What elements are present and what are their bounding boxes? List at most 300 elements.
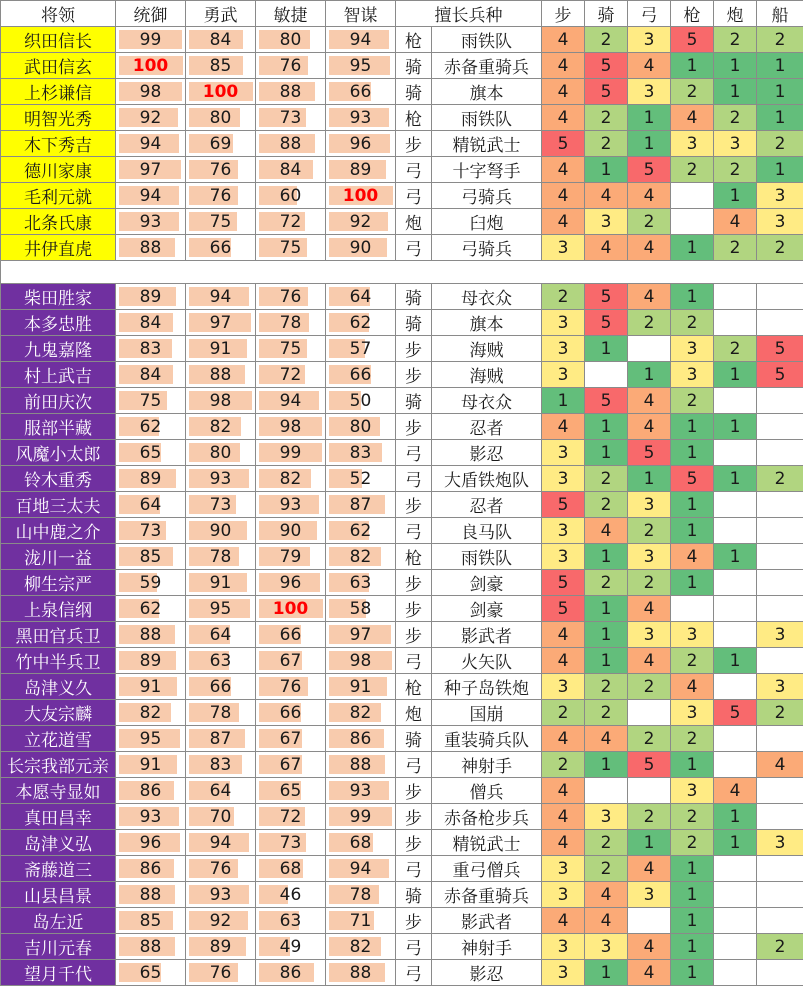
stat-command: [116, 157, 186, 183]
rating-infantry: 2: [542, 284, 585, 310]
general-row: [1, 960, 803, 986]
general-name: 斋藤道三: [1, 856, 116, 882]
rating-cannon: [714, 960, 757, 986]
stat-valor: [186, 362, 256, 388]
rating-ship: 1: [757, 53, 803, 79]
rating-cannon: [714, 284, 757, 310]
rating-spear: 1: [671, 414, 714, 440]
general-row: [1, 518, 803, 544]
stat-value: 73: [279, 832, 302, 853]
rating-bow: 1: [628, 830, 671, 856]
stat-value: 89: [349, 159, 372, 180]
rating-spear: 4: [671, 674, 714, 700]
rating-spear: 1: [671, 882, 714, 908]
stat-value: 84: [139, 364, 162, 385]
stat-command: [116, 183, 186, 209]
rating-cavalry: 1: [585, 752, 628, 778]
specialty-unit: 僧兵: [432, 778, 542, 804]
general-row: [1, 700, 803, 726]
rating-cannon: [714, 310, 757, 336]
specialty-type: 枪: [396, 674, 432, 700]
rating-infantry: 3: [542, 856, 585, 882]
rating-infantry: 3: [542, 882, 585, 908]
rating-spear: 5: [671, 27, 714, 53]
stat-wisdom: [326, 440, 396, 466]
stat-valor: [186, 53, 256, 79]
rating-spear: 2: [671, 648, 714, 674]
stat-agility: [256, 105, 326, 131]
stat-wisdom: [326, 596, 396, 622]
rating-infantry: 3: [542, 518, 585, 544]
stat-valor: [186, 388, 256, 414]
rating-cavalry: 1: [585, 336, 628, 362]
rating-ship: 1: [757, 79, 803, 105]
stat-wisdom: [326, 414, 396, 440]
stat-valor: [186, 960, 256, 986]
rating-ship: [757, 518, 803, 544]
specialty-unit: 臼炮: [432, 209, 542, 235]
rating-bow: 4: [628, 648, 671, 674]
rating-ship: [757, 960, 803, 986]
stat-value: 91: [139, 676, 162, 697]
rating-cannon: 1: [714, 414, 757, 440]
rating-spear: 1: [671, 440, 714, 466]
rating-ship: [757, 908, 803, 934]
stat-agility: [256, 131, 326, 157]
rating-ship: [757, 492, 803, 518]
rating-ship: 1: [757, 157, 803, 183]
stat-value: 75: [209, 211, 232, 232]
rating-cannon: 1: [714, 830, 757, 856]
rating-infantry: 4: [542, 209, 585, 235]
stat-wisdom: [326, 362, 396, 388]
general-row: [1, 648, 803, 674]
rating-bow: 4: [628, 388, 671, 414]
rating-cavalry: 5: [585, 310, 628, 336]
stat-wisdom: [326, 908, 396, 934]
rating-spear: 3: [671, 622, 714, 648]
specialty-type: 骑: [396, 310, 432, 336]
general-name: 毛利元就: [1, 183, 116, 209]
stat-wisdom: [326, 79, 396, 105]
rating-cavalry: 1: [585, 622, 628, 648]
rating-infantry: 3: [542, 466, 585, 492]
general-name: 铃木重秀: [1, 466, 116, 492]
stat-command: [116, 908, 186, 934]
general-name: 泷川一益: [1, 544, 116, 570]
separator-cell: [1, 261, 803, 284]
stat-value: 97: [139, 159, 162, 180]
stat-value: 58: [349, 598, 372, 619]
general-name: 北条氏康: [1, 209, 116, 235]
header-rating-infantry: 步: [542, 1, 585, 27]
specialty-unit: 神射手: [432, 752, 542, 778]
stat-value: 82: [279, 468, 302, 489]
stat-agility: [256, 726, 326, 752]
stat-agility: [256, 960, 326, 986]
specialty-type: 弓: [396, 157, 432, 183]
rating-cannon: [714, 570, 757, 596]
general-name: 明智光秀: [1, 105, 116, 131]
stat-agility: [256, 752, 326, 778]
stat-value: 82: [349, 702, 372, 723]
stat-value: 79: [279, 546, 302, 567]
specialty-type: 步: [396, 778, 432, 804]
specialty-type: 骑: [396, 53, 432, 79]
stat-value: 93: [209, 884, 232, 905]
stat-value: 89: [139, 286, 162, 307]
stat-value: 64: [139, 494, 162, 515]
general-name: 本愿寺显如: [1, 778, 116, 804]
rating-ship: 2: [757, 934, 803, 960]
rating-ship: 2: [757, 131, 803, 157]
stat-agility: [256, 882, 326, 908]
rating-ship: [757, 310, 803, 336]
general-row: [1, 596, 803, 622]
rating-cavalry: 2: [585, 700, 628, 726]
rating-infantry: 5: [542, 492, 585, 518]
rating-infantry: 4: [542, 648, 585, 674]
rating-spear: 1: [671, 492, 714, 518]
stat-value: 88: [209, 364, 232, 385]
rating-bow: 3: [628, 544, 671, 570]
rating-bow: 4: [628, 856, 671, 882]
stat-wisdom: [326, 310, 396, 336]
rating-infantry: 4: [542, 414, 585, 440]
rating-bow: 2: [628, 310, 671, 336]
specialty-type: 弓: [396, 466, 432, 492]
rating-spear: 1: [671, 960, 714, 986]
stat-agility: [256, 284, 326, 310]
rating-infantry: 4: [542, 804, 585, 830]
header-stat-command: 统御: [116, 1, 186, 27]
rating-spear: 1: [671, 284, 714, 310]
stat-value: 86: [279, 962, 302, 983]
specialty-type: 步: [396, 492, 432, 518]
stat-valor: [186, 830, 256, 856]
rating-cannon: 1: [714, 804, 757, 830]
stat-value: 73: [279, 107, 302, 128]
rating-bow: 5: [628, 440, 671, 466]
rating-ship: 2: [757, 27, 803, 53]
stat-value: 88: [279, 81, 302, 102]
rating-spear: 3: [671, 700, 714, 726]
stat-valor: [186, 414, 256, 440]
stat-value: 75: [279, 338, 302, 359]
general-name: 织田信长: [1, 27, 116, 53]
stat-agility: [256, 648, 326, 674]
rating-spear: [671, 209, 714, 235]
stat-agility: [256, 596, 326, 622]
general-name: 九鬼嘉隆: [1, 336, 116, 362]
rating-bow: 1: [628, 105, 671, 131]
stat-command: [116, 440, 186, 466]
specialty-unit: 母衣众: [432, 284, 542, 310]
stat-wisdom: [326, 131, 396, 157]
rating-bow: [628, 700, 671, 726]
stat-command: [116, 131, 186, 157]
stat-command: [116, 53, 186, 79]
stat-wisdom: [326, 209, 396, 235]
specialty-unit: 国崩: [432, 700, 542, 726]
rating-cannon: 1: [714, 466, 757, 492]
general-name: 望月千代: [1, 960, 116, 986]
rating-spear: 3: [671, 362, 714, 388]
stat-value: 94: [139, 185, 162, 206]
specialty-type: 步: [396, 908, 432, 934]
rating-ship: 3: [757, 183, 803, 209]
stat-valor: [186, 908, 256, 934]
rating-infantry: 4: [542, 157, 585, 183]
header-rating-cavalry: 骑: [585, 1, 628, 27]
specialty-unit: 弓骑兵: [432, 183, 542, 209]
specialty-type: 枪: [396, 27, 432, 53]
rating-ship: 2: [757, 466, 803, 492]
stat-value: 72: [279, 211, 302, 232]
rating-cannon: 4: [714, 209, 757, 235]
general-row: [1, 209, 803, 235]
stat-value: 60: [279, 185, 302, 206]
stat-value: 64: [209, 780, 232, 801]
stat-value: 62: [139, 416, 162, 437]
stat-value: 86: [139, 858, 162, 879]
rating-cannon: 1: [714, 362, 757, 388]
rating-infantry: 4: [542, 830, 585, 856]
stat-valor: [186, 778, 256, 804]
rating-cannon: 1: [714, 544, 757, 570]
stat-value: 99: [279, 442, 302, 463]
general-row: [1, 284, 803, 310]
stat-value: 73: [139, 520, 162, 541]
stat-agility: [256, 440, 326, 466]
stat-value: 100: [202, 81, 239, 102]
rating-cavalry: 1: [585, 596, 628, 622]
stat-value: 87: [349, 494, 372, 515]
stat-value: 95: [139, 728, 162, 749]
stat-value: 93: [209, 468, 232, 489]
stat-command: [116, 674, 186, 700]
stat-valor: [186, 882, 256, 908]
general-row: [1, 674, 803, 700]
stat-valor: [186, 674, 256, 700]
stat-valor: [186, 183, 256, 209]
specialty-unit: 影忍: [432, 440, 542, 466]
rating-cavalry: 5: [585, 388, 628, 414]
header-stat-valor: 勇武: [186, 1, 256, 27]
rating-cavalry: 2: [585, 856, 628, 882]
stat-command: [116, 856, 186, 882]
rating-ship: 3: [757, 622, 803, 648]
rating-ship: [757, 804, 803, 830]
stat-command: [116, 310, 186, 336]
stat-command: [116, 570, 186, 596]
stat-valor: [186, 934, 256, 960]
rating-infantry: 3: [542, 544, 585, 570]
specialty-unit: 母衣众: [432, 388, 542, 414]
stat-value: 93: [349, 107, 372, 128]
specialty-unit: 忍者: [432, 414, 542, 440]
stat-agility: [256, 466, 326, 492]
stat-value: 62: [349, 312, 372, 333]
stat-value: 93: [279, 494, 302, 515]
stat-value: 67: [279, 650, 302, 671]
specialty-unit: 赤备重骑兵: [432, 53, 542, 79]
stat-agility: [256, 414, 326, 440]
stat-agility: [256, 336, 326, 362]
stat-command: [116, 336, 186, 362]
stat-valor: [186, 235, 256, 261]
general-name: 岛左近: [1, 908, 116, 934]
stat-value: 94: [209, 286, 232, 307]
general-row: [1, 79, 803, 105]
specialty-type: 骑: [396, 79, 432, 105]
stat-value: 46: [279, 884, 302, 905]
specialty-type: 步: [396, 596, 432, 622]
specialty-type: 步: [396, 622, 432, 648]
stat-agility: [256, 53, 326, 79]
stat-valor: [186, 726, 256, 752]
rating-ship: [757, 440, 803, 466]
stat-value: 78: [279, 312, 302, 333]
general-row: [1, 544, 803, 570]
rating-cannon: 2: [714, 235, 757, 261]
rating-cannon: [714, 934, 757, 960]
rating-bow: 4: [628, 284, 671, 310]
rating-spear: 1: [671, 570, 714, 596]
specialty-type: 弓: [396, 960, 432, 986]
stat-agility: [256, 388, 326, 414]
rating-infantry: 3: [542, 440, 585, 466]
rating-cannon: 3: [714, 131, 757, 157]
stat-agility: [256, 310, 326, 336]
rating-spear: 5: [671, 466, 714, 492]
general-name: 上泉信纲: [1, 596, 116, 622]
stat-value: 92: [139, 107, 162, 128]
stat-command: [116, 596, 186, 622]
general-row: [1, 414, 803, 440]
stat-agility: [256, 700, 326, 726]
specialty-type: 步: [396, 414, 432, 440]
stat-wisdom: [326, 700, 396, 726]
rating-cavalry: 1: [585, 440, 628, 466]
rating-cavalry: 1: [585, 960, 628, 986]
stat-wisdom: [326, 648, 396, 674]
stat-value: 67: [279, 754, 302, 775]
specialty-type: 步: [396, 570, 432, 596]
rating-infantry: 4: [542, 908, 585, 934]
stat-value: 59: [139, 572, 162, 593]
stat-value: 88: [139, 237, 162, 258]
rating-cavalry: [585, 778, 628, 804]
stat-value: 63: [349, 572, 372, 593]
stat-command: [116, 830, 186, 856]
stat-value: 94: [279, 390, 302, 411]
rating-cavalry: 3: [585, 934, 628, 960]
stat-valor: [186, 570, 256, 596]
rating-ship: [757, 648, 803, 674]
rating-cannon: 1: [714, 183, 757, 209]
stat-value: 62: [139, 598, 162, 619]
stat-valor: [186, 466, 256, 492]
rating-ship: [757, 856, 803, 882]
general-name: 山县昌景: [1, 882, 116, 908]
stat-command: [116, 105, 186, 131]
rating-bow: 5: [628, 157, 671, 183]
stat-wisdom: [326, 674, 396, 700]
rating-spear: 3: [671, 778, 714, 804]
stat-value: 69: [209, 133, 232, 154]
stat-value: 86: [349, 728, 372, 749]
rating-spear: [671, 183, 714, 209]
stat-value: 95: [349, 55, 372, 76]
stat-wisdom: [326, 726, 396, 752]
stat-value: 88: [349, 962, 372, 983]
general-name: 上杉谦信: [1, 79, 116, 105]
stat-value: 100: [272, 598, 309, 619]
stat-value: 90: [209, 520, 232, 541]
rating-bow: 1: [628, 131, 671, 157]
stat-value: 50: [349, 390, 372, 411]
general-row: [1, 27, 803, 53]
stat-command: [116, 466, 186, 492]
stat-wisdom: [326, 830, 396, 856]
stat-value: 100: [132, 55, 169, 76]
stat-value: 84: [209, 29, 232, 50]
specialty-unit: 弓骑兵: [432, 235, 542, 261]
stat-value: 98: [139, 81, 162, 102]
stat-valor: [186, 131, 256, 157]
rating-ship: [757, 388, 803, 414]
specialty-unit: 十字弩手: [432, 157, 542, 183]
stat-value: 57: [349, 338, 372, 359]
stat-agility: [256, 830, 326, 856]
stat-value: 78: [349, 884, 372, 905]
specialty-type: 弓: [396, 752, 432, 778]
stat-value: 90: [279, 520, 302, 541]
stat-command: [116, 27, 186, 53]
rating-bow: 2: [628, 209, 671, 235]
rating-bow: 4: [628, 414, 671, 440]
rating-bow: 4: [628, 934, 671, 960]
stat-wisdom: [326, 53, 396, 79]
stat-value: 86: [139, 780, 162, 801]
rating-cavalry: 4: [585, 183, 628, 209]
header-name: 将领: [1, 1, 116, 27]
rating-infantry: 2: [542, 700, 585, 726]
specialty-unit: 大盾铁炮队: [432, 466, 542, 492]
specialty-type: 弓: [396, 235, 432, 261]
rating-bow: [628, 778, 671, 804]
general-row: [1, 235, 803, 261]
stat-value: 76: [279, 286, 302, 307]
rating-bow: [628, 336, 671, 362]
stat-command: [116, 726, 186, 752]
stat-agility: [256, 908, 326, 934]
rating-bow: 5: [628, 752, 671, 778]
rating-bow: 3: [628, 492, 671, 518]
stat-value: 75: [139, 390, 162, 411]
stat-value: 89: [209, 936, 232, 957]
stat-value: 52: [349, 468, 372, 489]
general-name: 黑田官兵卫: [1, 622, 116, 648]
stat-valor: [186, 648, 256, 674]
stat-value: 93: [139, 211, 162, 232]
rating-ship: 3: [757, 209, 803, 235]
stat-value: 76: [209, 159, 232, 180]
specialty-type: 步: [396, 830, 432, 856]
rating-ship: 2: [757, 235, 803, 261]
general-row: [1, 830, 803, 856]
